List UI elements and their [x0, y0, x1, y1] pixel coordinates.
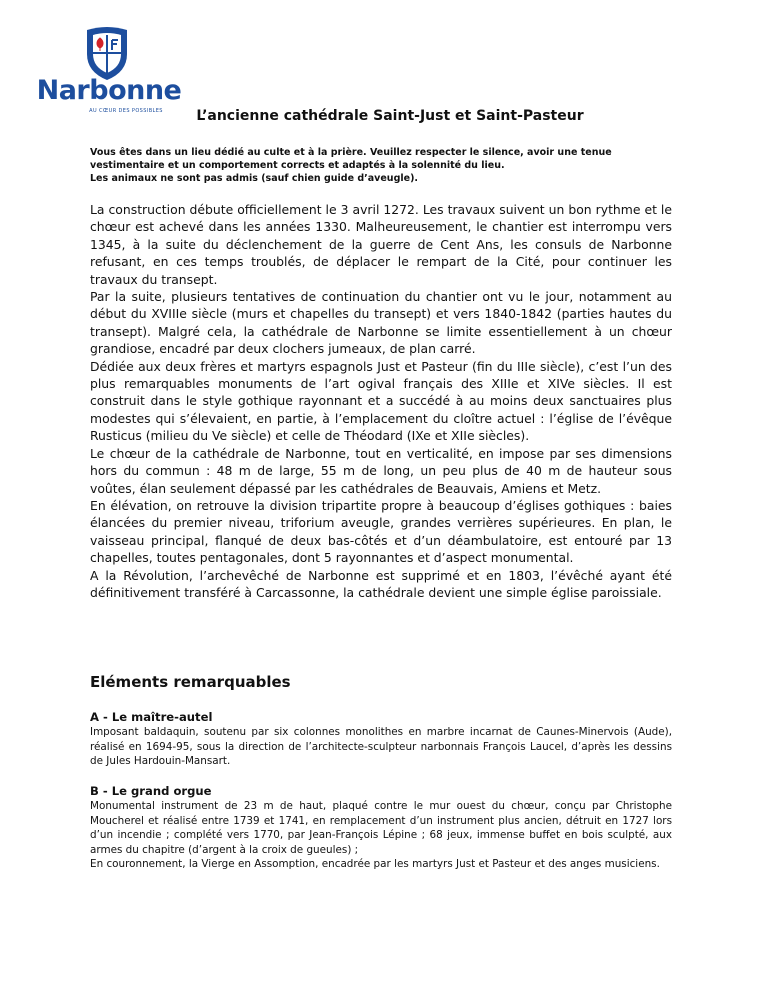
- notice-line: Vous êtes dans un lieu dédié au culte et à la prière. Veuillez respecter le silence, avoir une tenue: [90, 147, 612, 158]
- item-text: [90, 725, 672, 769]
- paragraph: Dédiée aux deux frères et martyrs espagnols Just et Pasteur (fin du IIIe siècle), c’est l’un des plus remarquables monuments de l’art ogival français des XIIIe et XIVe siècles. Il est construit dans le style gothique rayonnant et a succédé à au moins deux sanctuaires plus modestes qui s’élevaient, en partie, à l’emplacement du cloître actuel : l’église de l’évêque Rusticus (milieu du Ve siècle) et celle de Théodard (IXe et XIIe siècles).: [90, 358, 672, 444]
- narbonne-logo: [34, 26, 184, 116]
- notice-line: vestimentaire et un comportement corrects et adaptés à la solennité du lieu.: [90, 160, 505, 171]
- page-title: L’ancienne cathédrale Saint-Just et Saint-Pasteur: [196, 108, 584, 124]
- paragraph: En élévation, on retrouve la division tripartite propre à beaucoup d’églises gothiques : baies élancées du premier niveau, triforium aveugle, grandes verrières supérieures. En plan, le vaisseau principal, flanqué de deux bas-côtés et d’un déambulatoire, est entouré par 13 chapelles, toutes pentagonales, dont 5 rayonnantes et d’aspect monumental.: [90, 497, 672, 566]
- paragraph: La construction débute officiellement le 3 avril 1272. Les travaux suivent un bon rythme et le chœur est achevé dans les années 1330. Malheureusement, le chantier est interrompu vers 1345, à la suite du déclenchement de la guerre de Cent Ans, les consuls de Narbonne refusant, en ces temps troublés, de déplacer le rempart de la Cité, pour continuer les travaux du transept.: [90, 202, 672, 287]
- section-heading: Eléments remarquables: [90, 673, 291, 691]
- visitor-notice: [90, 146, 690, 185]
- item-grand-orgue: [90, 783, 672, 872]
- paragraph: A la Révolution, l’archevêché de Narbonne est supprimé et en 1803, l’évêché ayant été définitivement transféré à Carcassonne, la cathédrale devient une simple église paroissiale.: [90, 567, 672, 600]
- history-text: [90, 201, 672, 601]
- paragraph: Le chœur de la cathédrale de Narbonne, tout en verticalité, en impose par ses dimensions hors du commun : 48 m de large, 55 m de long, un peu plus de 40 m de hauteur sous voûtes, élan seulement dépassé par les cathédrales de Beauvais, Amiens et Metz.: [90, 445, 672, 496]
- logo-tagline: AU CŒUR DES POSSIBLES: [89, 108, 163, 114]
- notice-line: Les animaux ne sont pas admis (sauf chien guide d’aveugle).: [90, 173, 419, 184]
- paragraph: Par la suite, plusieurs tentatives de continuation du chantier ont vu le jour, notamment au début du XVIIIe siècle (murs et chapelles du transept) et vers 1840-1842 (parties hautes du transept). Malgré cela, la cathédrale de Narbonne se limite essentiellement à un chœur grandiose, encadré par deux clochers jumeaux, de plan carré.: [90, 289, 672, 357]
- item-paragraph: Monumental instrument de 23 m de haut, plaqué contre le mur ouest du chœur, conçu par Christophe Moucherel et réalisé entre 1739 et 1741, en remplacement d’un instrument plus ancien, détruit en 1727 lors d’un incendie ; complété vers 1770, par Jean-François Lépine ; 68 jeux, immense buffet en bois sculpté, aux armes du chapitre (d’argent à la croix de gueules) ;: [90, 800, 672, 856]
- item-paragraph: En couronnement, la Vierge en Assomption, encadrée par les martyrs Just et Pasteur et des anges musiciens.: [90, 858, 660, 871]
- item-title: A - Le maître-autel: [90, 710, 213, 724]
- item-paragraph: Imposant baldaquin, soutenu par six colonnes monolithes en marbre incarnat de Caunes-Minervois (Aude), réalisé en 1694-95, sous la direction de l’architecte-sculpteur narbonnais François Laucel, d’après les dessins de Jules Hardouin-Mansart.: [90, 726, 672, 768]
- item-text: [90, 799, 672, 872]
- item-title: B - Le grand orgue: [90, 784, 212, 798]
- item-maitre-autel: [90, 709, 672, 769]
- logo-wordmark: Narbonne: [36, 75, 182, 106]
